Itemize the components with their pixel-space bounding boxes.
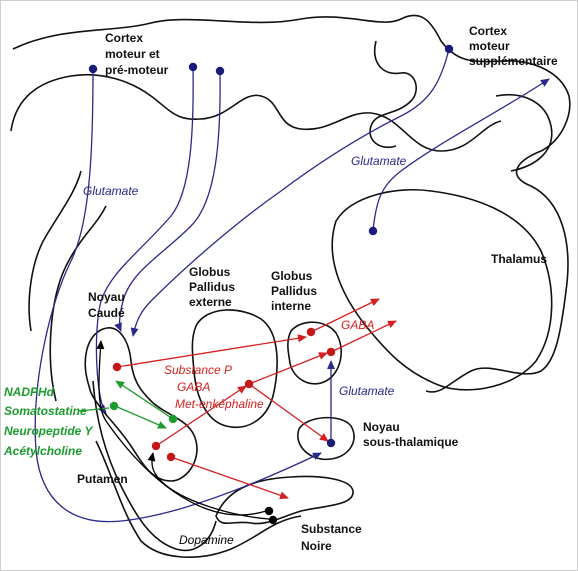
label-globus-interne: Globus Pallidus interne (271, 269, 318, 313)
neuron-interneuron-2 (169, 415, 177, 423)
label-cortex-motor: Cortex moteur et pré-moteur (105, 31, 169, 77)
dopamine-path-putamen (152, 453, 269, 519)
diagram-svg (1, 1, 578, 571)
neuron-sn-2 (269, 516, 277, 524)
neuron-gpe (245, 380, 253, 388)
neuron-cortex-2 (189, 63, 197, 71)
label-gaba-right: GABA (341, 318, 375, 332)
neuron-putamen-2 (167, 453, 175, 461)
neuron-thalamus (369, 227, 377, 235)
neuron-gpi-2 (327, 348, 335, 356)
label-substance-noire: Substance Noire (301, 522, 362, 553)
sulcus-outline (370, 41, 416, 147)
glutamate-path-cortex-middle (96, 67, 193, 413)
label-thalamus: Thalamus (491, 252, 548, 266)
cortex-inner-outline (11, 75, 501, 151)
label-putamen: Putamen (77, 472, 128, 486)
label-dopamine: Dopamine (179, 533, 234, 547)
gaba-path-gpe-gpi (249, 353, 327, 384)
neuron-sn-1 (265, 507, 273, 515)
label-striatal-neurotransmitters: Substance P GABA Met-enképhaline (164, 363, 264, 411)
neuron-cortex-1 (89, 65, 97, 73)
green-path-top (116, 381, 173, 419)
label-glutamate-top: Glutamate (351, 154, 407, 168)
substance-noire-shape (216, 477, 353, 524)
thalamus-shape (332, 190, 551, 390)
label-noyau-sous-thalamique: Noyau sous-thalamique (363, 420, 459, 449)
temporal-outline (29, 171, 81, 331)
neuron-gpi-1 (307, 328, 315, 336)
noyau-sous-thalamique-shape (298, 418, 354, 460)
neuron-supplementary (445, 45, 453, 53)
neuron-caudate (113, 363, 121, 371)
label-globus-externe: Globus Pallidus externe (189, 265, 236, 309)
label-interneurons: NADPHd Somatostatine Neuropeptide Y Acétylcholine (4, 385, 93, 458)
label-glutamate-left: Glutamate (83, 184, 139, 198)
gaba-path-gpe-stn (249, 384, 328, 441)
neuron-stn (327, 439, 335, 447)
neuron-interneuron-1 (110, 402, 118, 410)
neuron-cortex-3 (216, 67, 224, 75)
label-glutamate-bottom: Glutamate (339, 384, 395, 398)
neuron-putamen-1 (152, 442, 160, 450)
label-cortex-supplementary: Cortex moteur supplémentaire (469, 24, 558, 68)
label-noyau-caude: Noyau Caudé (88, 290, 125, 320)
